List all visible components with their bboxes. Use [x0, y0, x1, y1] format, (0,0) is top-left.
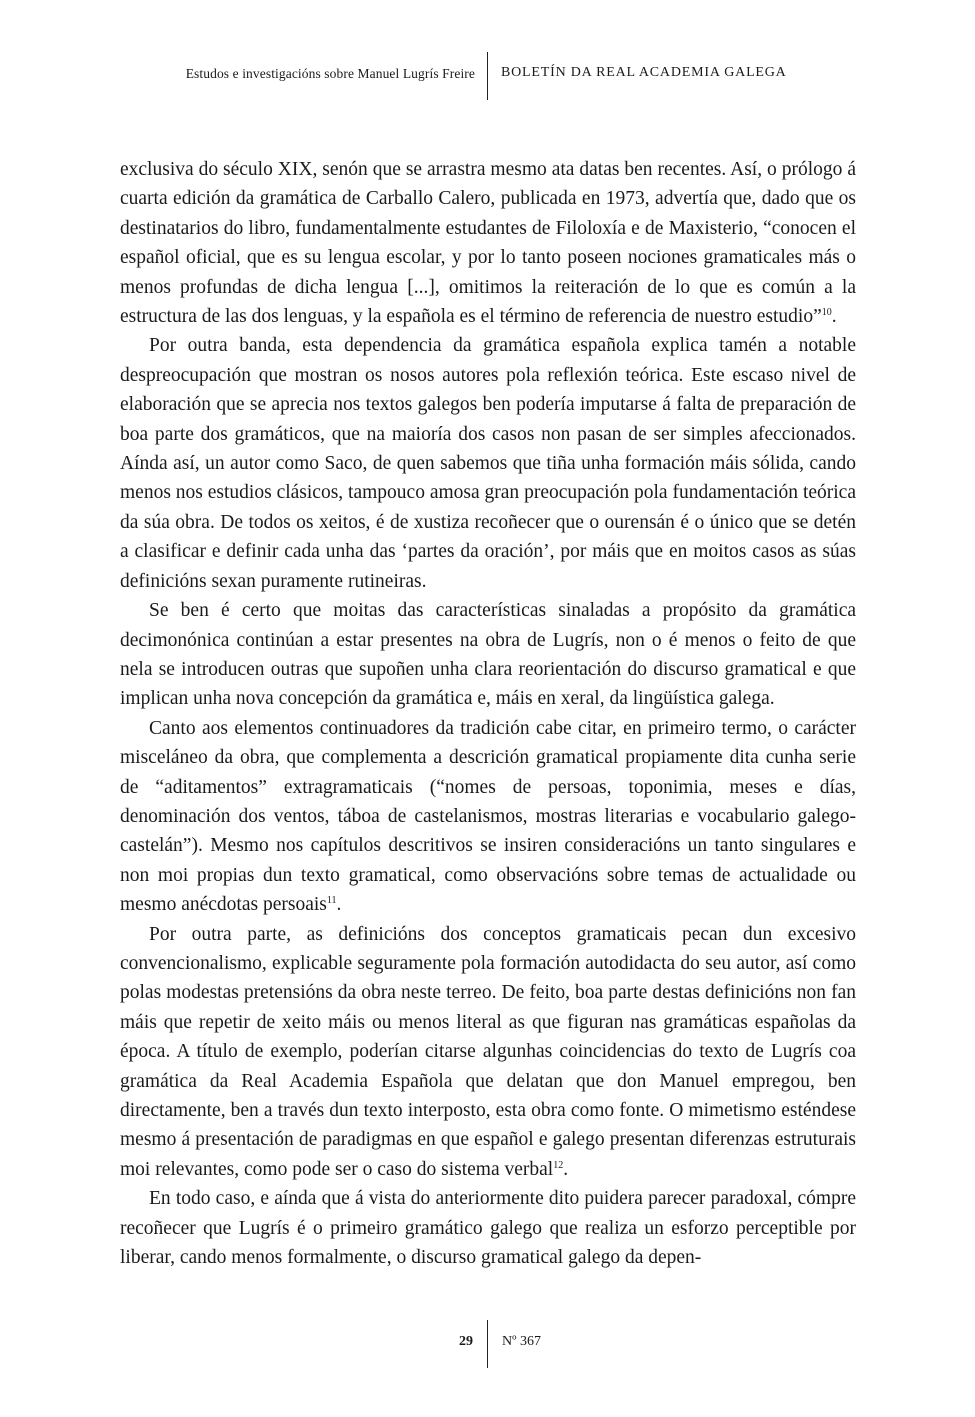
footnote-ref-12: 12	[553, 1159, 564, 1171]
paragraph-3	[120, 596, 856, 714]
paragraph-text: Por outra parte, as definicións dos conceptos gramaticais pecan dun excesivo convencionalismo, explicable seguramente pola formación autodidacta do seu autor, así como polas modestas pretensións da obra neste terreo. De feito, boa parte destas definicións non fan máis que repetir de xeito máis ou menos literal as que figuran nas gramáticas españolas da época. A título de exemplo, poderían citarse algunhas coincidencias do texto de Lugrís coa gramática da Real Academia Española que delatan que don Manuel empregou, ben directamente, ben a través dun texto interposto, esta obra como fonte. O mimetismo esténdese mesmo á presentación de paradigmas en que español e galego presentan diferenzas estruturais moi relevantes, como pode ser o caso do sistema verbal	[120, 923, 856, 1180]
running-header	[0, 52, 975, 100]
paragraph-text: Por outra banda, esta dependencia da gramática española explica tamén a notable despreocupación que mostran os nosos autores pola reflexión teórica. Este escaso nivel de elaboración que se aprecia nos textos galegos ben podería imputarse á falta de preparación de boa parte dos gramáticos, que na maioría dos casos non pasan de ser simples afeccionados. Aínda así, un autor como Saco, de quen sabemos que tiña unha formación máis sólida, cando menos nos estudios clásicos, tampouco amosa gran preocupación pola fundamentación teórica da súa obra. De todos os xeitos, é de xustiza recoñecer que o ourensán é o único que se detén a clasificar e definir cada unha das ‘partes da oración’, por máis que en moitos casos as súas definicións sexan puramente rutineiras.	[120, 335, 856, 592]
paragraph-text: Canto aos elementos continuadores da tradición cabe citar, en primeiro termo, o carácter misceláneo da obra, que complementa a descrición gramatical propiamente dita cunha serie de “aditamentos” extragramaticais (“nomes de persoas, toponimia, meses e días, denominación dos ventos, táboa de castelanismos, mostras literarias e vocabulario galego-castelán”). Mesmo nos capítulos descritivos se insiren consideracións un tanto singulares e non moi propias dun texto gramatical, como observacións sobre temas de actualidade ou mesmo anécdotas persoais	[120, 717, 856, 916]
header-series-title: Estudos e investigacións sobre Manuel Lugrís Freire	[185, 66, 475, 81]
footnote-ref-10: 10	[821, 307, 832, 319]
issue-number: Nº 367	[502, 1334, 541, 1349]
paragraph-text: Se ben é certo que moitas das características sinaladas a propósito da gramática decimonónica continúan a estar presentes na obra de Lugrís, non o é menos o feito de que nela se introducen outras que supoñen unha clara reorientación do discurso gramatical e que implican unha nova concepción da gramática e, máis en xeral, da lingüística galega.	[120, 600, 856, 710]
paragraph-4	[120, 714, 856, 920]
paragraph-2	[120, 331, 856, 596]
paragraph-text: exclusiva do século XIX, senón que se arrastra mesmo ata datas ben recentes. Así, o prólogo á cuarta edición da gramática de Carballo Calero, publicada en 1973, advertía que, dado que os destinatarios do libro, fundamentalmente estudantes de Filoloxía e de Maxisterio, “conocen el español oficial, que es su lengua escolar, y por lo tanto poseen nociones gramaticales más o menos profundas de dicha lengua [...], omitimos la reiteración de lo que es común a la estructura de las dos lenguas, y la española es el término de referencia de nuestro estudio”	[120, 159, 856, 328]
header-journal-title: BOLETÍN DA REAL ACADEMIA GALEGA	[501, 65, 787, 80]
paragraph-end: .	[563, 1158, 569, 1180]
paragraph-1	[120, 155, 856, 331]
paragraph-6	[120, 1184, 856, 1272]
footer-divider	[487, 1320, 488, 1368]
paragraph-end: .	[336, 894, 342, 916]
footnote-ref-11: 11	[326, 895, 337, 907]
article-body	[120, 155, 856, 1272]
running-footer	[0, 1320, 975, 1368]
header-divider	[487, 52, 488, 100]
paragraph-end: .	[831, 306, 837, 328]
paragraph-text: En todo caso, e aínda que á vista do anteriormente dito puidera parecer paradoxal, cómpre recoñecer que Lugrís é o primeiro gramático galego que realiza un esforzo perceptible por liberar, cando menos formalmente, o discurso gramatical galego da depen-	[120, 1188, 856, 1269]
page-number: 29	[459, 1334, 473, 1349]
paragraph-5	[120, 920, 856, 1185]
